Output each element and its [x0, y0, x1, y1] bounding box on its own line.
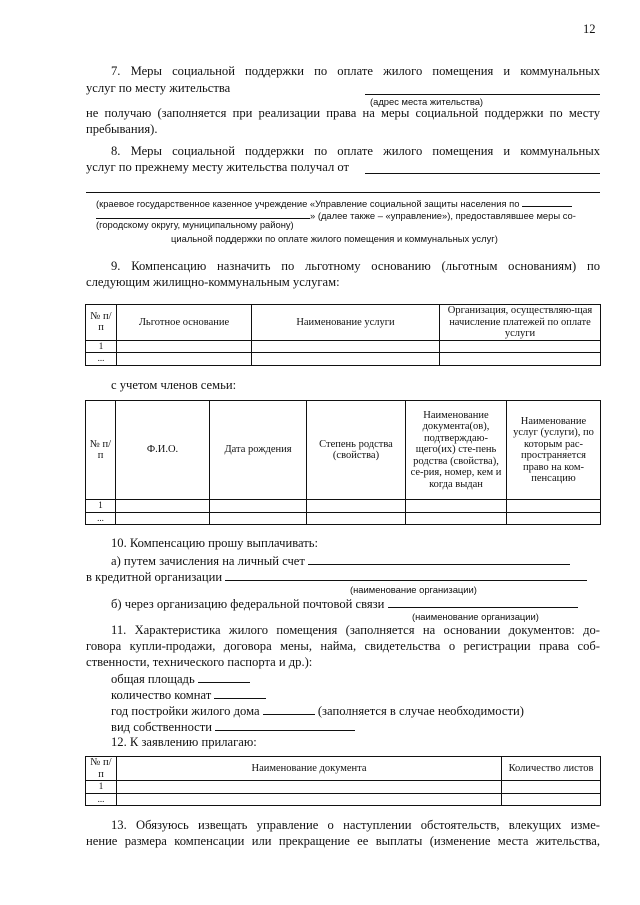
s8-caption2-text: » (далее также – «управление»), предоставлявшее меры со-	[310, 210, 576, 221]
cell[interactable]	[116, 500, 210, 513]
cell[interactable]	[117, 340, 252, 353]
cell[interactable]	[252, 340, 440, 353]
s11-line1: 11. Характеристика жилого помещения (заполняется на основании документов: до-	[111, 623, 600, 637]
cell[interactable]	[502, 781, 601, 794]
area-label: общая площадь	[111, 672, 195, 686]
family-table	[85, 400, 601, 525]
attachments-table	[85, 756, 601, 806]
cell[interactable]	[307, 500, 406, 513]
col-header-number: № п/п	[86, 757, 117, 781]
cell[interactable]	[307, 512, 406, 525]
col-header-benefit: Льготное основание	[117, 305, 252, 341]
address-caption: (адрес места жительства)	[370, 96, 484, 107]
previous-office-field-2[interactable]	[86, 192, 600, 193]
s11-line3: ственности, технического паспорта и др.):	[86, 655, 313, 669]
s10-option-a	[111, 553, 570, 569]
table-row	[86, 500, 601, 513]
ownership-row	[111, 719, 355, 735]
page-number: 12	[583, 22, 596, 36]
s7-line3: не получаю (заполняется при реализации права на меры социальной поддержки по месту	[86, 106, 600, 120]
s7-line4: пребывания).	[86, 122, 158, 136]
s12-line1: 12. К заявлению прилагаю:	[111, 735, 257, 749]
cell[interactable]	[252, 353, 440, 366]
post-office-caption: (наименование организации)	[412, 611, 539, 622]
row-number: 1	[86, 781, 117, 794]
account-field[interactable]	[308, 553, 570, 565]
rooms-label: количество комнат	[111, 688, 212, 702]
row-number: ...	[86, 353, 117, 366]
year-label: год постройки жилого дома	[111, 704, 260, 718]
s8-line2: услуг по прежнему месту жительства получал от	[86, 160, 350, 174]
col-header-document: Наименование документа(ов), подтверждаю-щего(их) сте-пень родства (свойства), се-рия, номер, кем и когда выдан	[406, 401, 507, 500]
s7-line2: услуг по месту жительства	[86, 81, 231, 95]
district-field[interactable]	[522, 195, 572, 207]
s13-line1: 13. Обязуюсь извещать управление о наступлении обстоятельств, влекущих изме-	[111, 818, 600, 832]
col-header-name: Ф.И.О.	[116, 401, 210, 500]
cell[interactable]	[210, 512, 307, 525]
s10-option-a-text: а) путем зачисления на личный счет	[111, 554, 305, 568]
area-row	[111, 671, 250, 687]
s8-caption1-text: (краевое государственное казенное учреждение «Управление социальной защиты населения по	[96, 198, 520, 209]
table-row	[86, 340, 601, 353]
row-number: ...	[86, 512, 116, 525]
row-number: 1	[86, 340, 117, 353]
bank-field[interactable]	[225, 569, 587, 581]
cell[interactable]	[210, 500, 307, 513]
table-row	[86, 781, 601, 794]
cell[interactable]	[117, 793, 502, 806]
cell[interactable]	[507, 500, 601, 513]
rooms-row	[111, 687, 266, 703]
col-header-number: № п/п	[86, 305, 117, 341]
s9-line2: следующим жилищно-коммунальным услугам:	[86, 275, 340, 289]
ownership-field[interactable]	[215, 719, 355, 731]
table-row	[86, 353, 601, 366]
benefits-table	[85, 304, 601, 366]
row-number: 1	[86, 500, 116, 513]
area-field[interactable]	[198, 671, 250, 683]
bank-caption: (наименование организации)	[350, 584, 477, 595]
col-header-number: № п/п	[86, 401, 116, 500]
col-header-organization: Организация, осуществляю-щая начисление платежей по оплате услуги	[440, 305, 601, 341]
address-field[interactable]	[365, 94, 600, 95]
table-row	[86, 793, 601, 806]
s8-caption4: циальной поддержки по оплате жилого помещения и коммунальных услуг)	[171, 233, 498, 244]
rooms-field[interactable]	[214, 687, 266, 699]
s8-line1: 8. Меры социальной поддержки по оплате жилого помещения и коммунальных	[111, 144, 600, 158]
cell[interactable]	[507, 512, 601, 525]
s8-caption3: (городскому округу, муниципальному району)	[96, 219, 294, 230]
col-header-service: Наименование услуги	[252, 305, 440, 341]
cell[interactable]	[406, 500, 507, 513]
s10-bank	[86, 569, 587, 585]
s7-line1: 7. Меры социальной поддержки по оплате жилого помещения и коммунальных	[111, 64, 600, 78]
cell[interactable]	[440, 340, 601, 353]
s11-line2: говора купли-продажи, договора мены, найма, свидетельства о регистрации права соб-	[86, 639, 600, 653]
col-header-document-name: Наименование документа	[117, 757, 502, 781]
cell[interactable]	[440, 353, 601, 366]
year-row	[111, 703, 524, 719]
col-header-services: Наименование услуг (услуги), по которым рас-пространяется право на ком-пенсацию	[507, 401, 601, 500]
s10-bank-text: в кредитной организации	[86, 570, 223, 584]
cell[interactable]	[117, 353, 252, 366]
col-header-pages: Количество листов	[502, 757, 601, 781]
s10-option-b-text: б) через организацию федеральной почтовой связи	[111, 597, 385, 611]
year-field[interactable]	[263, 703, 315, 715]
row-number: ...	[86, 793, 117, 806]
year-note: (заполняется в случае необходимости)	[317, 704, 524, 718]
s10-line1: 10. Компенсацию прошу выплачивать:	[111, 536, 318, 550]
cell[interactable]	[117, 781, 502, 794]
table-row	[86, 512, 601, 525]
s10-option-b	[111, 596, 578, 612]
post-office-field[interactable]	[388, 596, 578, 608]
s9-line1: 9. Компенсацию назначить по льготному основанию (льготным основаниям) по	[111, 259, 600, 273]
previous-office-field[interactable]	[365, 173, 600, 174]
district-field-2[interactable]	[96, 207, 310, 219]
s13-line2: нение размера компенсации или прекращение ее выплаты (изменение места жительства,	[86, 834, 600, 848]
ownership-label: вид собственности	[111, 720, 213, 734]
col-header-birthdate: Дата рождения	[210, 401, 307, 500]
family-label: с учетом членов семьи:	[111, 378, 237, 392]
col-header-relation: Степень родства (свойства)	[307, 401, 406, 500]
cell[interactable]	[406, 512, 507, 525]
cell[interactable]	[502, 793, 601, 806]
cell[interactable]	[116, 512, 210, 525]
